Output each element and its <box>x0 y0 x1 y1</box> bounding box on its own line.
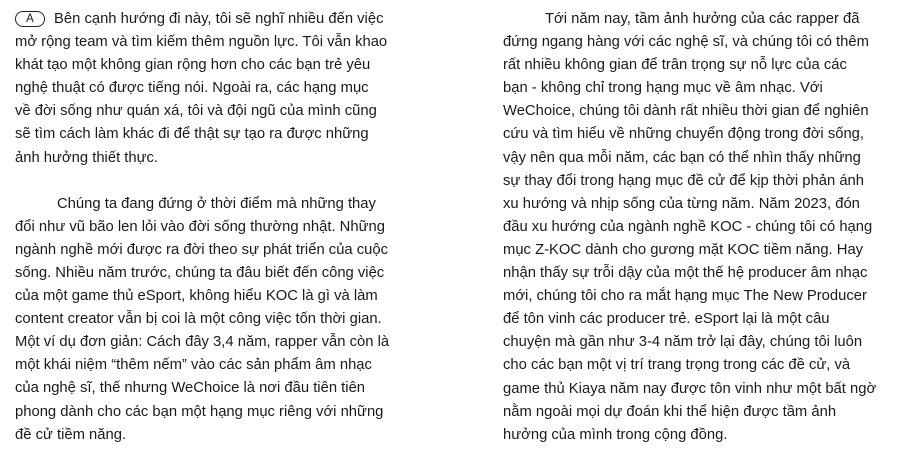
paragraph-changes <box>15 193 403 447</box>
paragraph-line: mục Z-KOC dành cho gương mặt KOC tiềm năng. Hay <box>503 241 864 258</box>
paragraph-line: xu hướng và nhịp sống của từng năm. Năm 2023, đón <box>503 195 860 212</box>
paragraph-line: content creator vẫn bị coi là một công việc tốn thời gian. <box>15 311 382 328</box>
paragraph-line: hưởng của mình trong cộng đồng. <box>503 426 728 443</box>
paragraph-line: chuyện mà gần như 3-4 năm trở lại đây, chúng tôi luôn <box>503 334 863 351</box>
paragraph-line: cho các bạn một vị trí trang trọng trong các đề cử, và <box>503 357 851 374</box>
paragraph-line: vậy nên qua mỗi năm, các bạn có thể nhìn thấy những <box>503 149 861 166</box>
left-column <box>15 8 403 447</box>
paragraph-line: đề cử tiềm năng. <box>15 426 127 443</box>
paragraph-line: cứu và tìm hiểu về những chuyển động trong đời sống, <box>503 126 865 143</box>
paragraph-line: phong dành cho các bạn một hạng mục riêng với những <box>15 403 384 420</box>
paragraph-line: Chúng ta đang đứng ở thời điểm mà những thay <box>57 195 376 212</box>
paragraph-line: nghệ thuật có được tiếng nói. Ngoài ra, các hạng mục <box>15 80 369 97</box>
paragraph-line: sống. Nhiều năm trước, chúng ta đâu biết đến công việc <box>15 264 385 281</box>
answer-marker-badge: A <box>15 11 45 27</box>
paragraph-line: rất nhiều không gian để trân trọng sự nỗ lực của các <box>503 57 847 74</box>
paragraph-line: để tôn vinh các producer trẻ. eSport lại là một câu <box>503 311 830 328</box>
paragraph-line: ngành nghề mới được ra đời theo sự phát triển của cuộc <box>15 241 389 258</box>
paragraph-rappers-categories <box>503 8 893 447</box>
paragraph-line: về đời sống như quán xá, tôi và đội ngũ của mình cũng <box>15 103 377 120</box>
paragraph-line: nằm ngoài mọi dự đoán khi thể hiện được tầm ảnh <box>503 403 837 420</box>
paragraph-line: đầu xu hướng của ngành nghề KOC - chúng tôi có hạng <box>503 218 873 235</box>
paragraph-line: của nghệ sĩ, thế nhưng WeChoice là nơi đầu tiên tiên <box>15 380 366 397</box>
paragraph-line: đổi như vũ bão len lỏi vào đời sống thường nhật. Những <box>15 218 385 235</box>
paragraph-line: khát tạo một không gian rộng hơn cho các bạn trẻ yêu <box>15 57 371 74</box>
paragraph-expansion <box>15 8 403 170</box>
right-column <box>503 8 893 447</box>
paragraph-line: game thủ Kiaya năm nay được tôn vinh như một bất ngờ <box>503 380 877 397</box>
paragraph-line: ảnh hưởng thiết thực. <box>15 149 159 166</box>
paragraph-line: của một game thủ eSport, không hiểu KOC là gì và làm <box>15 288 378 305</box>
paragraph-line: mới, chúng tôi cho ra mắt hạng mục The New Producer <box>503 288 867 305</box>
paragraph-line: bạn - không chỉ trong hạng mục về âm nhạc. Với <box>503 80 823 97</box>
paragraph-spacer <box>15 170 403 193</box>
paragraph-line: đứng ngang hàng với các nghệ sĩ, và chúng tôi có thêm <box>503 34 869 51</box>
paragraph-line: sự thay đổi trong hạng mục đề cử để kịp thời phản ánh <box>503 172 865 189</box>
paragraph-line: sẽ tìm cách làm khác đi để thật sự tạo ra được những <box>15 126 369 143</box>
paragraph-line: mở rộng team và tìm kiếm thêm nguồn lực. Tôi vẫn khao <box>15 34 388 51</box>
paragraph-line: Tới năm nay, tầm ảnh hưởng của các rapper đã <box>545 11 860 27</box>
paragraph-line <box>15 8 403 31</box>
paragraph-line-text: Bên cạnh hướng đi này, tôi sẽ nghĩ nhiều đến việc <box>54 11 384 27</box>
paragraph-line: Một ví dụ đơn giản: Cách đây 3,4 năm, rapper vẫn còn là <box>15 334 390 351</box>
paragraph-line: nhận thấy sự trỗi dậy của một thế hệ producer âm nhạc <box>503 265 868 282</box>
paragraph-line: một khái niệm “thêm nếm” vào các sản phẩm âm nhạc <box>15 357 372 374</box>
paragraph-line: WeChoice, chúng tôi dành rất nhiều thời gian để nghiên <box>503 103 869 120</box>
